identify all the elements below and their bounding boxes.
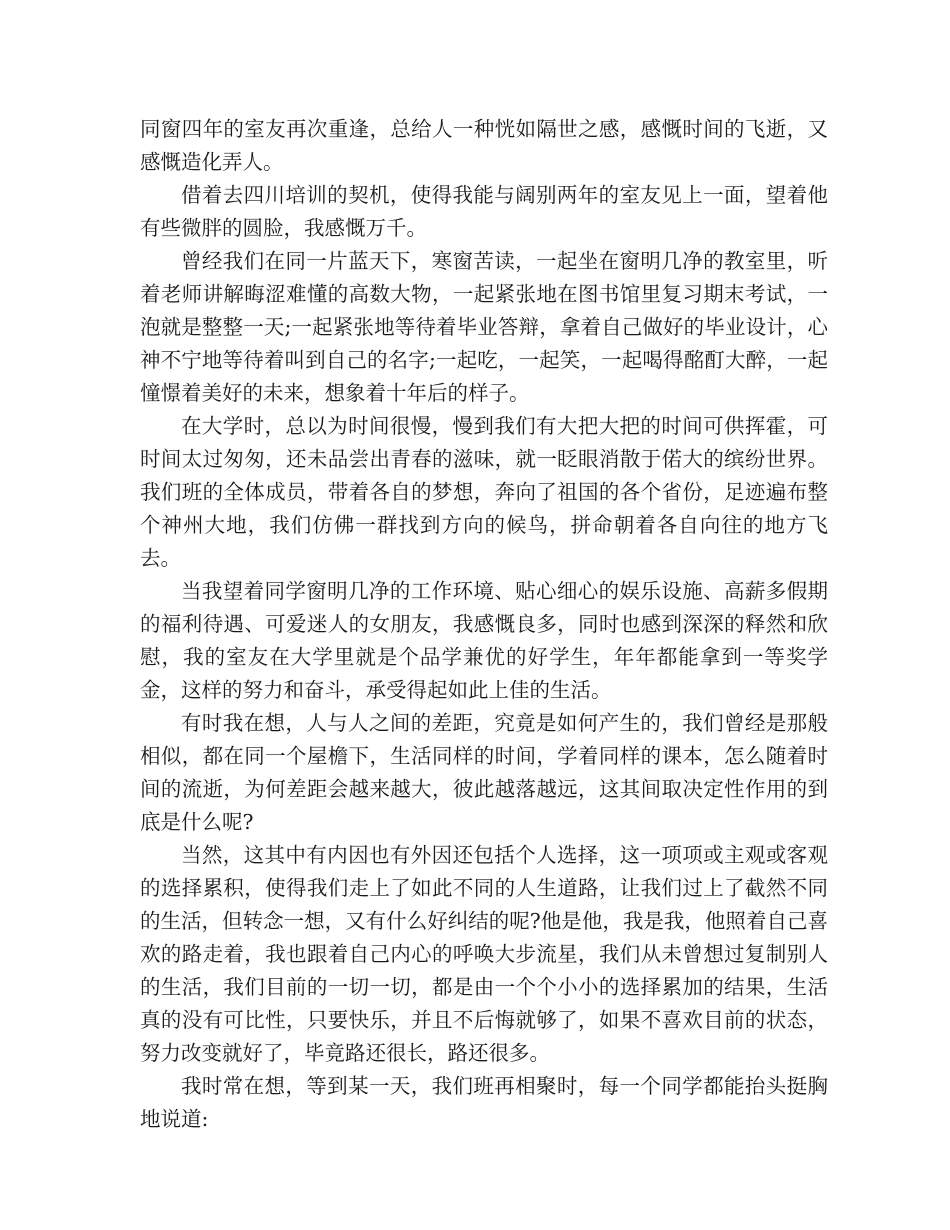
- paragraph-7: 当然，这其中有内因也有外因还包括个人选择，这一项项或主观或客观的选择累积，使得我们走上了如此不同的人生道路，让我们过上了截然不同的生活，但转念一想，又有什么好纠结的呢?他是他，我是我，他照着自己喜欢的路走着，我也跟着自己内心的呼唤大步流星，我们从未曾想过复制别人的生活，我们目前的一切一切，都是由一个个小小的选择累加的结果，生活真的没有可比性，只要快乐，并且不后悔就够了，如果不喜欢目前的状态，努力改变就好了，毕竟路还很长，路还很多。: [140, 843, 828, 1065]
- paragraph-2: 借着去四川培训的契机，使得我能与阔别两年的室友见上一面，望着他有些微胖的圆脸，我感慨万千。: [140, 183, 828, 240]
- paragraph-5: 当我望着同学窗明几净的工作环境、贴心细心的娱乐设施、高薪多假期的福利待遇、可爱迷人的女朋友，我感慨良多，同时也感到深深的释然和欣慰，我的室友在大学里就是个品学兼优的好学生，年年都能拿到一等奖学金，这样的努力和奋斗，承受得起如此上佳的生活。: [140, 579, 828, 702]
- paragraph-4: 在大学时，总以为时间很慢，慢到我们有大把大把的时间可供挥霍，可时间太过匆匆，还未品尝出青春的滋味，就一眨眼消散于偌大的缤纷世界。我们班的全体成员，带着各自的梦想，奔向了祖国的各个省份，足迹遍布整个神州大地，我们仿佛一群找到方向的候鸟，拼命朝着各自向往的地方飞去。: [140, 414, 828, 570]
- paragraph-3: 曾经我们在同一片蓝天下，寒窗苦读，一起坐在窗明几净的教室里，听着老师讲解晦涩难懂的高数大物，一起紧张地在图书馆里复习期末考试，一泡就是整整一天;一起紧张地等待着毕业答辩，拿着自己做好的毕业设计，心神不宁地等待着叫到自己的名字;一起吃，一起笑，一起喝得酩酊大醉，一起憧憬着美好的未来，想象着十年后的样子。: [140, 249, 828, 405]
- paragraph-6: 有时我在想，人与人之间的差距，究竟是如何产生的，我们曾经是那般相似，都在同一个屋檐下，生活同样的时间，学着同样的课本，怎么随着时间的流逝，为何差距会越来越大，彼此越落越远，这其间取决定性作用的到底是什么呢?: [140, 711, 828, 834]
- paragraph-1: 同窗四年的室友再次重逢，总给人一种恍如隔世之感，感慨时间的飞逝，又感慨造化弄人。: [140, 117, 828, 174]
- article-body: [140, 113, 828, 1136]
- paragraph-8: 我时常在想，等到某一天，我们班再相聚时，每一个同学都能抬头挺胸地说道:: [140, 1074, 828, 1131]
